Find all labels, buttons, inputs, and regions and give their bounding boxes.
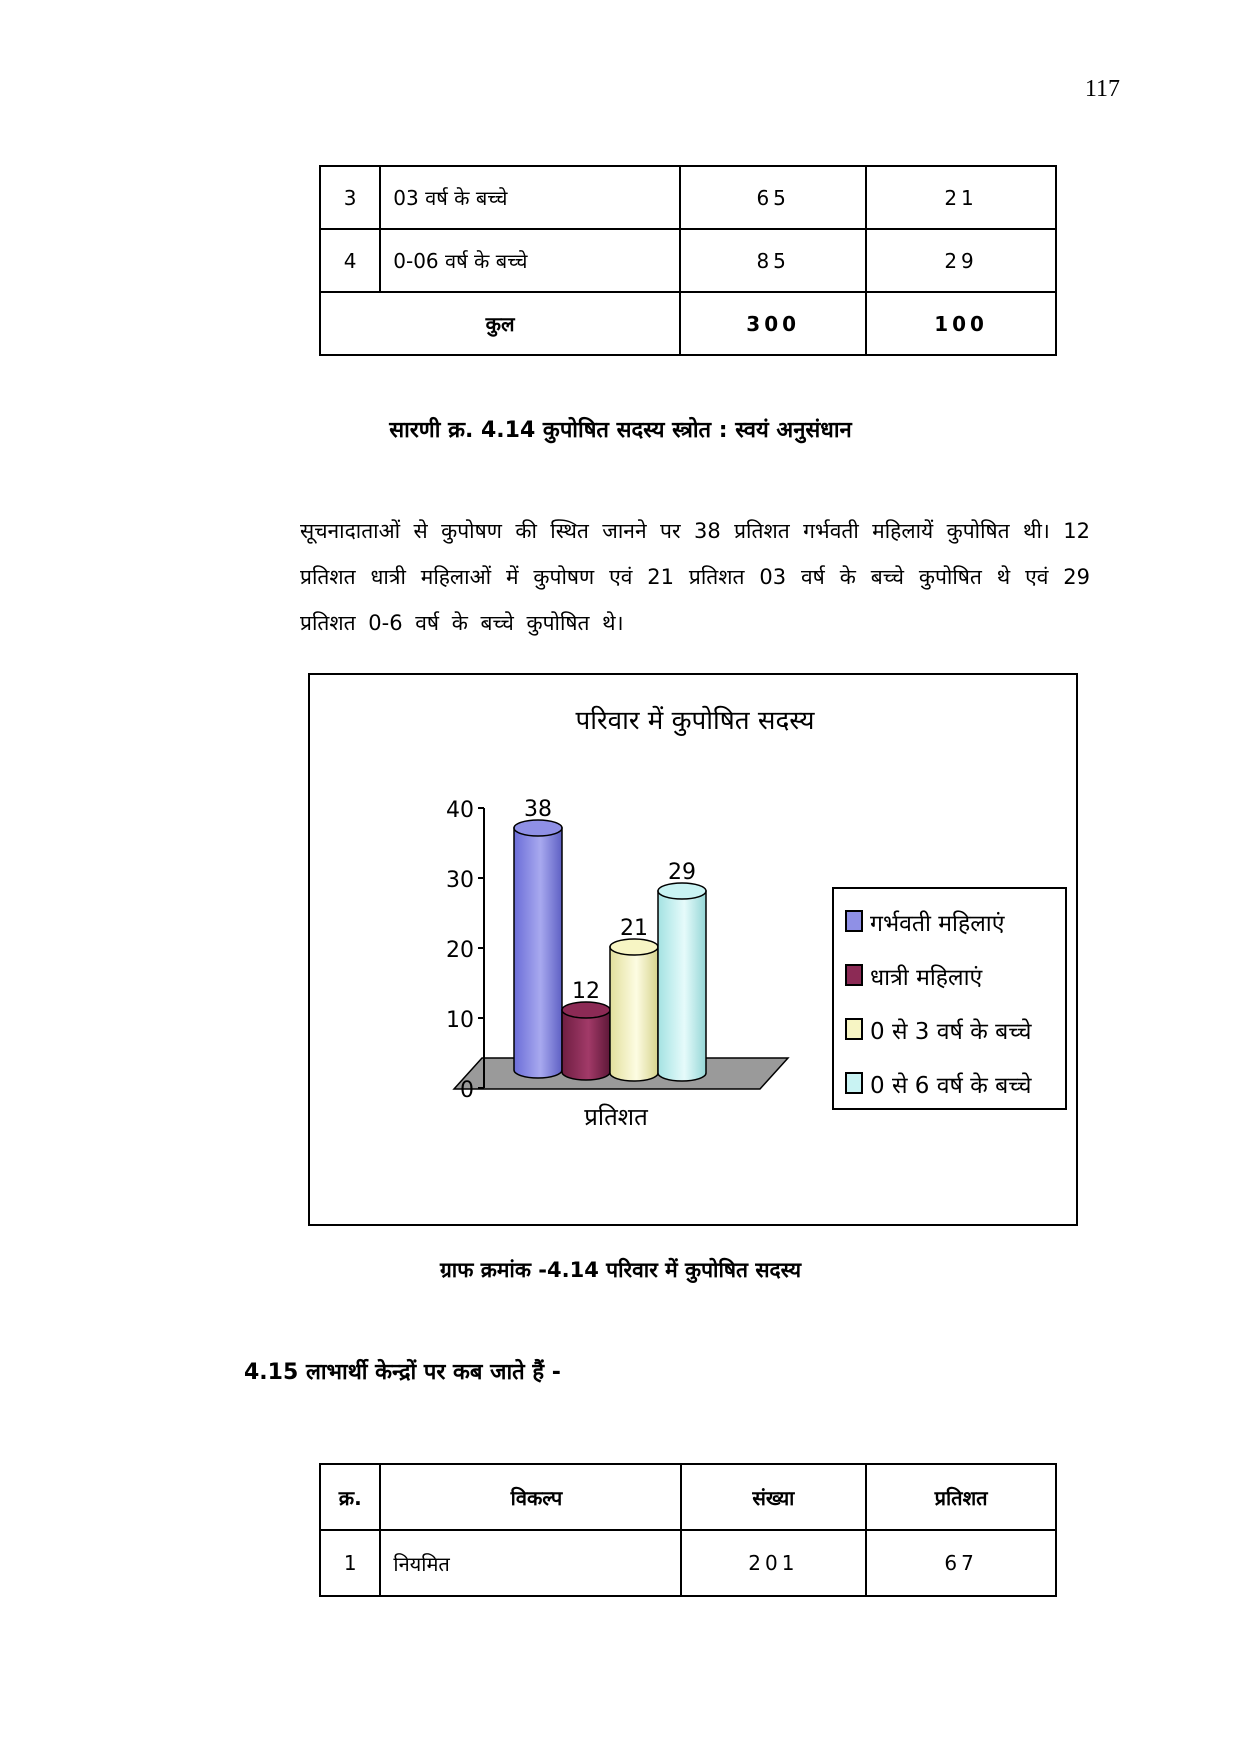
bar-4 — [658, 883, 706, 1081]
chart-title: परिवार में कुपोषित सदस्य — [575, 706, 815, 736]
percent-cell: 21 — [866, 166, 1056, 229]
total-percent-cell: 100 — [866, 292, 1056, 355]
total-label-cell: कुल — [320, 292, 680, 355]
serial-cell: 3 — [320, 166, 380, 229]
count-cell: 65 — [680, 166, 866, 229]
serial-cell: 1 — [320, 1530, 380, 1596]
bar-2 — [562, 1002, 610, 1080]
option-cell: नियमित — [380, 1530, 680, 1596]
bar-value-label: 38 — [524, 797, 552, 822]
table-row — [320, 166, 1056, 229]
bar-3 — [610, 939, 658, 1081]
option-cell: 0-06 वर्ष के बच्चे — [380, 229, 680, 292]
header-serial: क्र. — [320, 1464, 380, 1530]
legend-swatch — [846, 965, 862, 985]
legend-label: धात्री महिलाएं — [870, 965, 983, 991]
legend-label: 0 से 6 वर्ष के बच्चे — [870, 1073, 1032, 1099]
legend-swatch — [846, 1019, 862, 1039]
serial-cell: 4 — [320, 229, 380, 292]
section-heading: 4.15 लाभार्थी केन्द्रों पर कब जाते हैं - — [244, 1360, 561, 1385]
bar-chart — [310, 675, 1076, 1224]
table-caption: सारणी क्र. 4.14 कुपोषित सदस्य स्त्रोत : स्वयं अनुसंधान — [389, 418, 852, 443]
table-row — [320, 229, 1056, 292]
y-tick-label: 30 — [446, 868, 474, 893]
total-row — [320, 292, 1056, 355]
header-percent: प्रतिशत — [866, 1464, 1056, 1530]
bar-value-label: 21 — [620, 916, 648, 941]
y-tick-label: 20 — [446, 938, 474, 963]
x-axis-label: प्रतिशत — [584, 1103, 648, 1131]
graph-caption: ग्राफ क्रमांक -4.14 परिवार में कुपोषित सदस्य — [439, 1258, 802, 1282]
header-option: विकल्प — [380, 1464, 680, 1530]
table-row — [320, 1530, 1056, 1596]
legend-label: गर्भवती महिलाएं — [870, 911, 1005, 937]
percent-cell: 29 — [866, 229, 1056, 292]
chart-frame — [308, 673, 1078, 1226]
bar-value-label: 12 — [572, 979, 600, 1004]
option-cell: 03 वर्ष के बच्चे — [380, 166, 680, 229]
bar-1 — [514, 820, 562, 1078]
legend-swatch — [846, 1073, 862, 1093]
header-count: संख्या — [681, 1464, 867, 1530]
y-tick-label: 40 — [446, 798, 474, 823]
total-count-cell: 300 — [680, 292, 866, 355]
count-cell: 201 — [681, 1530, 867, 1596]
page-number: 117 — [1084, 76, 1120, 102]
count-cell: 85 — [680, 229, 866, 292]
percent-cell: 67 — [866, 1530, 1056, 1596]
legend-swatch — [846, 911, 862, 931]
bar-value-label: 29 — [668, 860, 696, 885]
y-tick-label: 0 — [460, 1078, 474, 1103]
legend-label: 0 से 3 वर्ष के बच्चे — [870, 1019, 1032, 1045]
malnourished-members-table — [319, 165, 1057, 356]
center-visit-table — [319, 1463, 1057, 1597]
y-tick-label: 10 — [446, 1008, 474, 1033]
header-row — [320, 1464, 1056, 1530]
body-paragraph: सूचनादाताओं से कुपोषण की स्थित जानने पर 38 प्रतिशत गर्भवती महिलायें कुपोषित थी। 12 प्रतिशत धात्री महिलाओं में कुपोषण एवं 21 प्रतिशत 03 वर्ष के बच्चे कुपोषित थे एवं 29 प्रतिशत 0-6 वर्ष के बच्चे कुपोषित थे। — [300, 519, 1090, 635]
